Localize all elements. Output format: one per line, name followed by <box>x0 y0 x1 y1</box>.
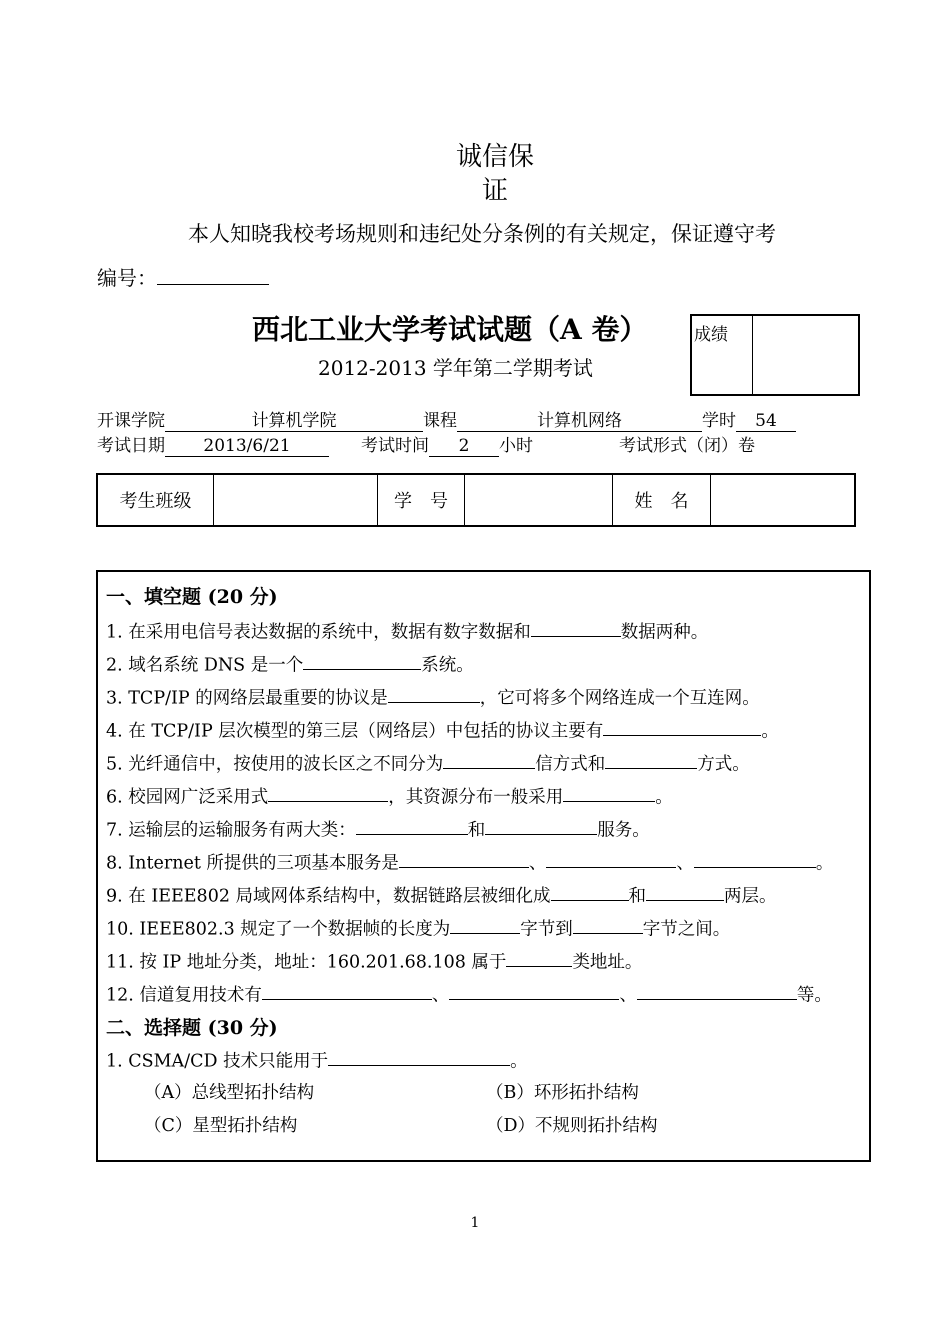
question-1-12: 12. 信道复用技术有 、 、 等。 <box>106 981 832 1006</box>
date-label: 考试日期 <box>97 436 165 456</box>
serial-number-blank <box>157 263 269 285</box>
answer-blank[interactable] <box>603 717 761 736</box>
exam-subtitle: 2012-2013 学年第二学期考试 <box>318 356 593 380</box>
answer-blank[interactable] <box>531 618 621 637</box>
hours-value: 54 <box>736 411 796 432</box>
question-1-6: 6. 校园网广泛采用式 ，其资源分布一般采用 。 <box>106 783 673 808</box>
question-1-9: 9. 在 IEEE802 局域网体系结构中，数据链路层被细化成 和 两层。 <box>106 882 777 907</box>
option-d[interactable]: （D）不规则拓扑结构 <box>486 1116 658 1136</box>
answer-blank[interactable] <box>449 981 619 1000</box>
course-info-row <box>97 406 796 432</box>
class-field[interactable] <box>214 475 378 525</box>
option-c[interactable]: （C）星型拓扑结构 <box>144 1116 298 1136</box>
duration-value: 2 <box>429 436 499 457</box>
course-value: 计算机网络 <box>457 406 702 432</box>
score-label: 成绩 <box>694 325 728 345</box>
date-value: 2013/6/21 <box>165 436 329 457</box>
serial-number-label: 编号： <box>97 266 157 290</box>
serial-number-line <box>97 262 269 291</box>
answer-blank[interactable] <box>443 750 535 769</box>
answer-blank[interactable] <box>694 849 816 868</box>
answer-blank[interactable] <box>573 915 643 934</box>
question-1-3: 3. TCP/IP 的网络层最重要的协议是 ，它可将多个网络连成一个互连网。 <box>106 684 760 709</box>
section1-title: 一、填空题 (20 分) <box>106 586 278 608</box>
answer-blank[interactable] <box>506 948 572 967</box>
score-box <box>690 314 860 396</box>
answer-blank[interactable] <box>356 816 468 835</box>
question-1-8: 8. Internet 所提供的三项基本服务是 、 、 。 <box>106 849 833 874</box>
answer-blank[interactable] <box>268 783 388 802</box>
college-label: 开课学院 <box>97 411 165 431</box>
question-1-10: 10. IEEE802.3 规定了一个数据帧的长度为 字节到 字节之间。 <box>106 915 730 940</box>
answer-blank[interactable] <box>388 684 480 703</box>
exam-format: 考试形式（闭）卷 <box>619 436 755 456</box>
question-1-4: 4. 在 TCP/IP 层次模型的第三层（网络层）中包括的协议主要有 。 <box>106 717 779 742</box>
answer-blank[interactable] <box>485 816 597 835</box>
answer-blank[interactable] <box>303 651 421 670</box>
answer-blank[interactable] <box>646 882 724 901</box>
answer-blank[interactable] <box>551 882 629 901</box>
course-label: 课程 <box>423 411 457 431</box>
pledge-text: 本人知晓我校考场规则和违纪处分条例的有关规定，保证遵守考 <box>188 222 776 246</box>
name-label: 姓 名 <box>613 475 711 525</box>
option-a[interactable]: （A）总线型拓扑结构 <box>144 1083 315 1103</box>
question-1-7: 7. 运输层的运输服务有两大类： 和 服务。 <box>106 816 650 841</box>
class-label: 考生班级 <box>98 475 214 525</box>
student-info-table <box>96 473 856 527</box>
duration-label: 考试时间 <box>361 436 429 456</box>
question-1-5: 5. 光纤通信中，按使用的波长区之不同分为 信方式和 方式。 <box>106 750 750 775</box>
honesty-pledge-title: 诚信保证 <box>455 142 534 206</box>
name-field[interactable] <box>711 475 854 525</box>
question-1-2: 2. 域名系统 DNS 是一个 系统。 <box>106 651 474 676</box>
section2-title: 二、选择题 (30 分) <box>106 1017 278 1039</box>
exam-info-row <box>97 431 755 457</box>
duration-unit: 小时 <box>499 436 533 456</box>
questions-box <box>96 570 871 1162</box>
answer-blank[interactable] <box>450 915 520 934</box>
student-id-field[interactable] <box>465 475 613 525</box>
answer-blank[interactable] <box>399 849 529 868</box>
answer-blank[interactable] <box>262 981 432 1000</box>
student-id-label: 学 号 <box>378 475 465 525</box>
answer-blank[interactable] <box>605 750 697 769</box>
score-divider <box>752 316 753 394</box>
question-1-1: 1. 在采用电信号表达数据的系统中，数据有数字数据和 数据两种。 <box>106 618 708 643</box>
question-1-11: 11. 按 IP 地址分类，地址：160.201.68.108 属于 类地址。 <box>106 948 642 973</box>
answer-blank[interactable] <box>563 783 655 802</box>
answer-blank[interactable] <box>637 981 797 1000</box>
exam-title: 西北工业大学考试试题（A 卷） <box>252 313 648 346</box>
hours-label: 学时 <box>702 411 736 431</box>
college-value: 计算机学院 <box>165 406 423 432</box>
option-b[interactable]: （B）环形拓扑结构 <box>486 1083 639 1103</box>
question-2-1: 1. CSMA/CD 技术只能用于 。 <box>106 1047 528 1072</box>
answer-blank[interactable] <box>546 849 676 868</box>
page-number: 1 <box>470 1215 480 1231</box>
answer-blank[interactable] <box>328 1047 510 1066</box>
